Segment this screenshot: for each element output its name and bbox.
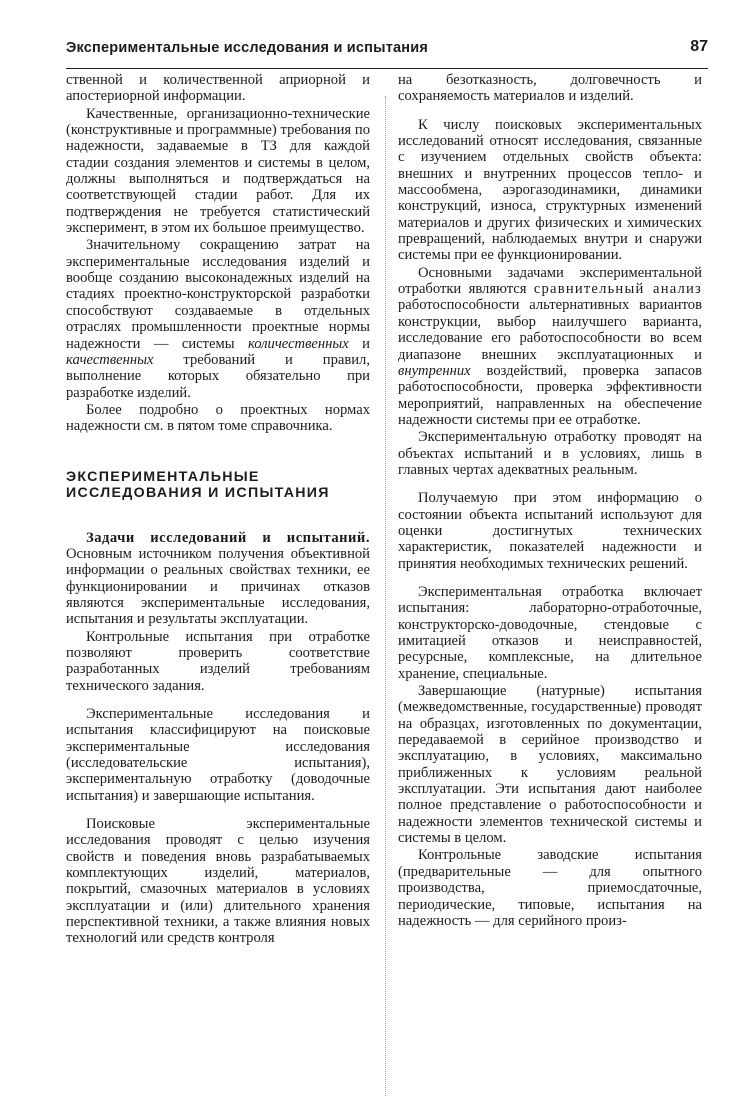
section-heading-line: ИССЛЕДОВАНИЯ И ИСПЫТАНИЯ — [66, 485, 330, 502]
paragraph — [66, 530, 370, 628]
spaced-term: сравнительный анализ — [533, 281, 702, 298]
italic-term: качественных — [66, 351, 154, 368]
left-column — [66, 72, 370, 947]
paragraph — [398, 265, 702, 428]
paragraph: Экспериментальную отработку проводят на объектах испытаний и в условиях, лишь в главных чертах адекватных реальным. — [398, 429, 702, 478]
paragraph: К числу поисковых экспериментальных исследований относят исследования, связанные с изучением отдельных свойств объекта: внешних и внутренних процессов тепло- и массообмена, аэрогазодинамики, динамики конструкций, износа, структурных изменений материалов и других физических и химических превращений, наблюдаемых внутри и снаружи системы при ее функционировании. — [398, 116, 702, 264]
paragraph: Качественные, организационно-технические (конструктивные и программные) требования по надежности, задаваемые в ТЗ для каждой стадии создания элементов и системы в целом, должны выполняться и подтверждаться на соответствующей стадии работ. Для их подтверждения не требуется статистический эксперимент, в этом их большое преимущество. — [66, 105, 370, 237]
text-run: работоспособности альтернативных вариантов конструкции, выбор наилучшего варианта, исследование его работоспособности во всем диапазоне внешних эксплуатационных и — [398, 297, 702, 363]
section-heading — [66, 469, 370, 502]
right-column — [398, 72, 702, 929]
paragraph: Поисковые экспериментальные исследования проводят с целью изучения свойств и поведения вновь разрабатываемых комплектующих изделий, материалов, покрытий, смазочных материалов в условиях эксплуатации и (или) длительного хранения перспективной техники, а также влияния новых технологий или средств контроля — [66, 816, 370, 947]
text-run: Значительному сокращению затрат на экспериментальные исследования изделий и вообще созданию высоконадежных изделий на стадиях проектно-конструкторской разработки способствуют создаваемые в отдельных отраслях промышленности проектные нормы надежности — системы — [66, 237, 370, 352]
text-run: требований и правил, выполнение которых обязательно при разработке изделий. — [66, 351, 370, 401]
text-run: Основным источником получения объективной информации о реальных свойствах техники, ее функционировании и причинах отказов являются экспериментальные исследования, испытания и результаты эксплуатации. — [66, 545, 370, 628]
paragraph: Экспериментальная отработка включает испытания: лабораторно-отработочные, конструкторско-доводочные, стендовые с имитацией отказов и неисправностей, ресурсные, комплексные, на длительное хранение, специальные. — [398, 583, 702, 682]
header-rule — [66, 68, 708, 69]
running-title: Экспериментальные исследования и испытания — [66, 40, 429, 56]
paragraph: Получаемую при этом информацию о состоянии объекта испытаний используют для оценки достигнутых технических характеристик, показателей надежности и принятия необходимых технических решений. — [398, 490, 702, 572]
run-in-heading: Задачи исследований и испытаний. — [86, 529, 370, 546]
italic-term: количественных — [247, 335, 349, 352]
paragraph: Контрольные испытания при отработке позволяют проверить соответствие разработанных изделий требованиям технического задания. — [66, 628, 370, 694]
text-run: Основными задачами экспериментальной отработки являются — [398, 264, 702, 298]
paragraph — [66, 237, 370, 400]
italic-term: внутренних — [398, 362, 471, 379]
page-number: 87 — [690, 38, 708, 55]
paragraph: Завершающие (натурные) испытания (межведомственные, государственные) проводят на образцах, изготовленных по документации, передаваемой в серийное производство и эксплуатацию, в условиях, максимально приближенных к условиям реальной эксплуатации. Эти испытания дают наиболее полное представление о работоспособности и надежности элементов технической системы и системы в целом. — [398, 683, 702, 847]
paragraph: Контрольные заводские испытания (предварительные — для опытного производства, приемосдаточные, периодические, типовые, испытания на надежность — для серийного произ- — [398, 847, 702, 929]
section-heading-line: ЭКСПЕРИМЕНТАЛЬНЫЕ — [66, 468, 260, 485]
text-run: воздействий, проверка запасов работоспособности, проверка эффективности мероприятий, направленных на обеспечение надежности системы при ее отработке. — [398, 362, 702, 428]
paragraph: Более подробно о проектных нормах надежности см. в пятом томе справочника. — [66, 401, 370, 435]
column-divider — [385, 96, 386, 1096]
paragraph: ственной и количественной априорной и апостериорной информации. — [66, 72, 370, 105]
page-header — [66, 38, 708, 62]
paragraph: на безотказность, долговечность и сохраняемость материалов и изделий. — [398, 72, 702, 105]
paragraph: Экспериментальные исследования и испытания классифицируют на поисковые экспериментальные исследования (исследовательские испытания), экспериментальную отработку (доводочные испытания) и завершающие испытания. — [66, 706, 370, 804]
text-run: и — [348, 335, 370, 352]
